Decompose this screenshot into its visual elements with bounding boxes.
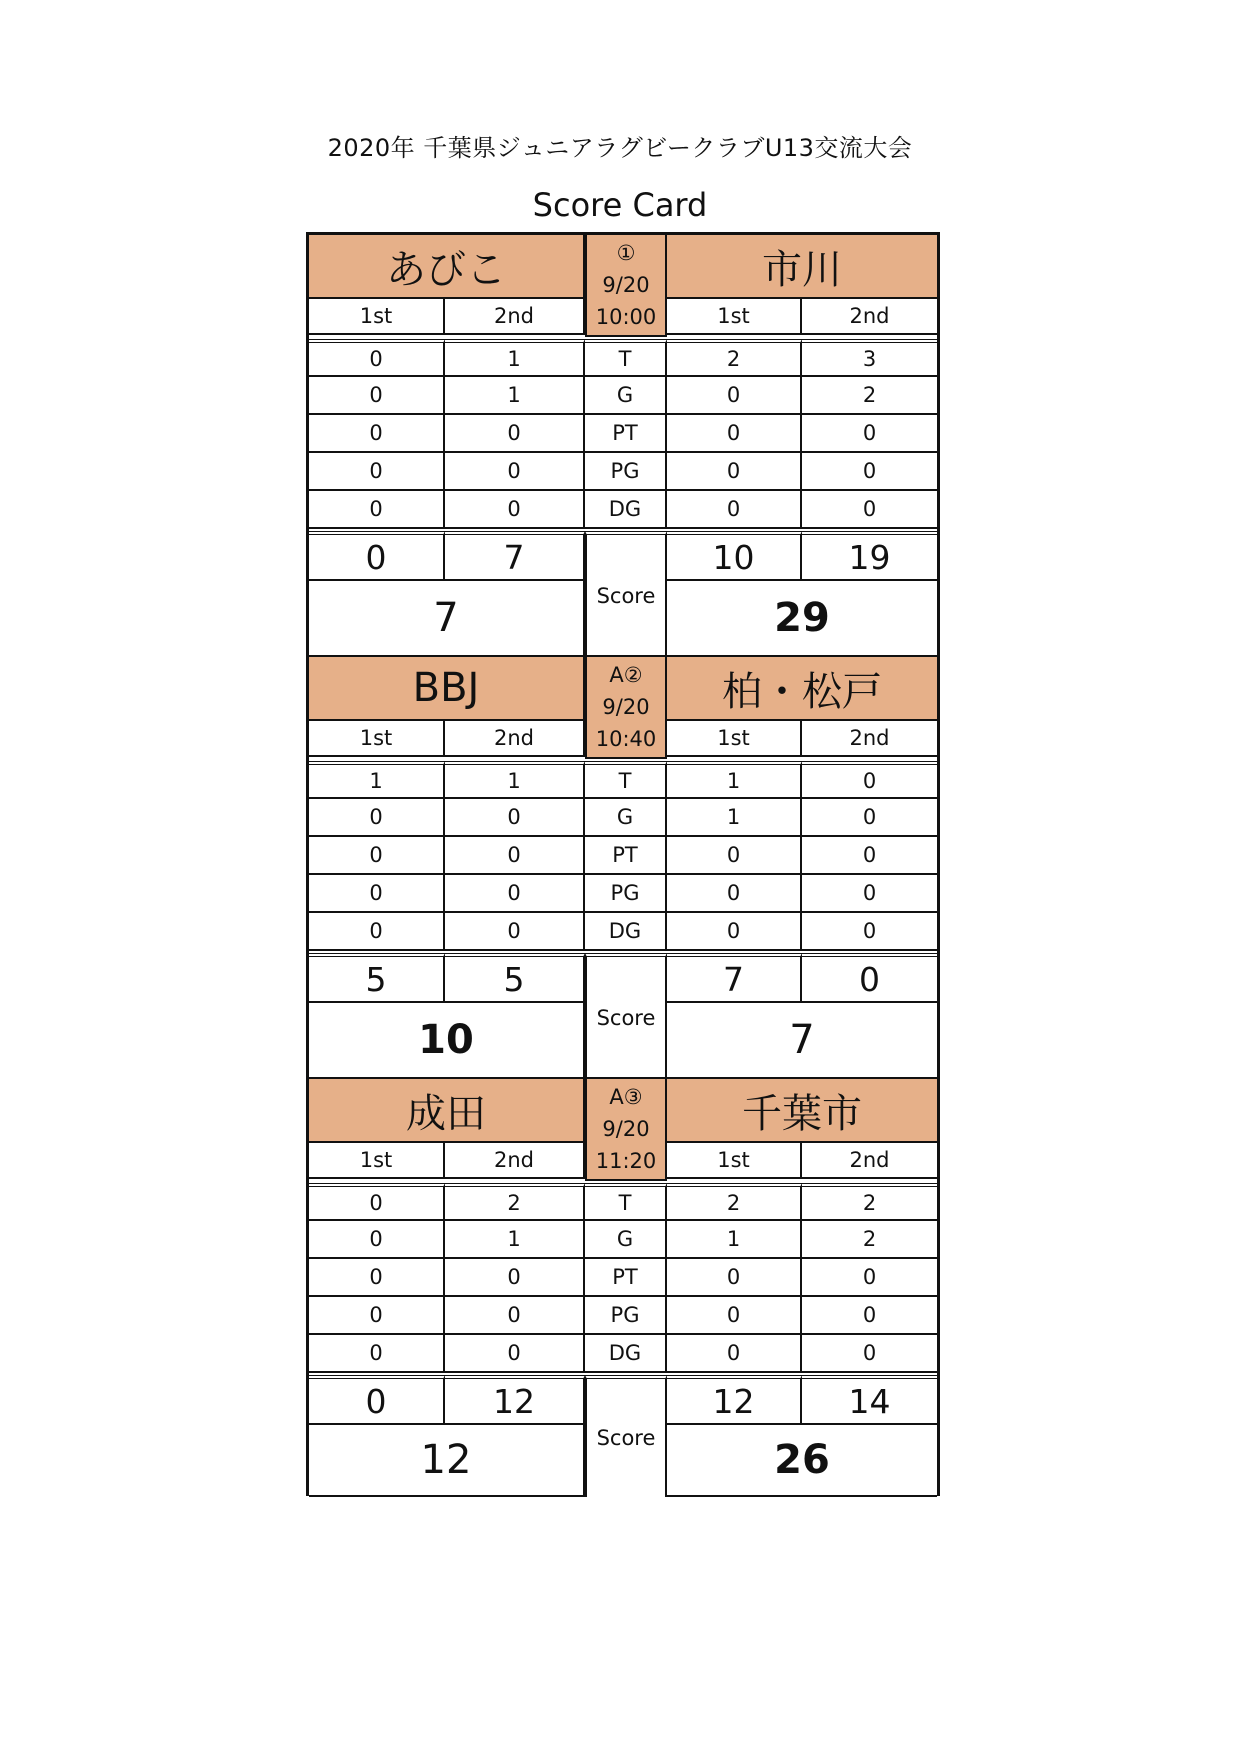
match-info	[585, 657, 667, 759]
away-first-half-value: 1	[667, 799, 802, 837]
home-first-half-value: 0	[309, 339, 445, 377]
home-second-half-value: 0	[445, 875, 585, 913]
home-first-half-value: 0	[309, 1297, 445, 1335]
home-first-half-header: 1st	[309, 299, 445, 335]
away-second-half-header: 2nd	[802, 721, 937, 757]
away-first-half-value: 1	[667, 1221, 802, 1259]
away-first-half-value: 0	[667, 377, 802, 415]
away-team-name: 市川	[667, 235, 937, 299]
score-type-label: DG	[585, 1335, 667, 1373]
match-block	[309, 235, 937, 657]
away-first-half-score: 10	[667, 531, 802, 581]
home-first-half-score: 0	[309, 1375, 445, 1425]
away-first-half-score: 7	[667, 953, 802, 1003]
away-second-half-value: 0	[802, 1297, 937, 1335]
score-label: Score	[585, 1375, 667, 1497]
score-type-label: G	[585, 799, 667, 837]
score-type-label: T	[585, 339, 667, 377]
score-type-label: PG	[585, 1297, 667, 1335]
home-second-half-value: 0	[445, 799, 585, 837]
match-time: 10:00	[595, 305, 657, 329]
home-first-half-value: 0	[309, 1183, 445, 1221]
match-no: A②	[609, 663, 643, 687]
away-team-name: 柏・松戸	[667, 657, 937, 721]
home-second-half-value: 0	[445, 453, 585, 491]
away-first-half-value: 0	[667, 453, 802, 491]
home-first-half-value: 0	[309, 799, 445, 837]
away-first-half-header: 1st	[667, 721, 802, 757]
home-second-half-header: 2nd	[445, 299, 585, 335]
home-second-half-score: 5	[445, 953, 585, 1003]
match-block	[309, 1079, 937, 1501]
home-first-half-value: 0	[309, 377, 445, 415]
home-second-half-value: 1	[445, 1221, 585, 1259]
match-no: A③	[609, 1085, 643, 1109]
home-second-half-header: 2nd	[445, 721, 585, 757]
home-first-half-value: 0	[309, 1335, 445, 1373]
away-first-half-score: 12	[667, 1375, 802, 1425]
home-team-name: BBJ	[309, 657, 585, 721]
away-first-half-value: 0	[667, 1259, 802, 1297]
document-title: 2020年 千葉県ジュニアラグビークラブU13交流大会	[327, 134, 913, 162]
score-type-label: DG	[585, 491, 667, 529]
away-total-score: 7	[667, 1003, 937, 1079]
match-time: 10:40	[595, 727, 657, 751]
home-first-half-value: 0	[309, 491, 445, 529]
match-time: 11:20	[595, 1149, 657, 1173]
home-first-half-header: 1st	[309, 1143, 445, 1179]
home-second-half-value: 0	[445, 913, 585, 951]
home-first-half-score: 5	[309, 953, 445, 1003]
home-first-half-value: 0	[309, 1221, 445, 1259]
score-type-label: G	[585, 377, 667, 415]
home-first-half-value: 0	[309, 1259, 445, 1297]
home-first-half-value: 0	[309, 837, 445, 875]
away-first-half-value: 0	[667, 1297, 802, 1335]
home-first-half-value: 0	[309, 453, 445, 491]
away-team-name: 千葉市	[667, 1079, 937, 1143]
away-total-score: 29	[667, 581, 937, 657]
home-second-half-value: 0	[445, 1297, 585, 1335]
away-second-half-header: 2nd	[802, 1143, 937, 1179]
away-first-half-value: 0	[667, 415, 802, 453]
score-type-label: T	[585, 761, 667, 799]
away-second-half-header: 2nd	[802, 299, 937, 335]
home-second-half-value: 1	[445, 339, 585, 377]
away-second-half-score: 14	[802, 1375, 937, 1425]
away-second-half-value: 0	[802, 415, 937, 453]
score-type-label: DG	[585, 913, 667, 951]
home-second-half-value: 1	[445, 761, 585, 799]
match-date: 9/20	[602, 1117, 650, 1141]
match-date: 9/20	[602, 695, 650, 719]
home-second-half-value: 0	[445, 837, 585, 875]
match-no: ①	[616, 241, 636, 265]
match-date: 9/20	[602, 273, 650, 297]
away-first-half-value: 0	[667, 875, 802, 913]
home-second-half-score: 7	[445, 531, 585, 581]
score-type-label: T	[585, 1183, 667, 1221]
home-total-score: 12	[309, 1425, 585, 1497]
score-type-label: G	[585, 1221, 667, 1259]
match-info	[585, 235, 667, 337]
away-second-half-value: 2	[802, 1221, 937, 1259]
away-second-half-score: 19	[802, 531, 937, 581]
home-total-score: 7	[309, 581, 585, 657]
away-second-half-value: 0	[802, 1259, 937, 1297]
home-second-half-value: 0	[445, 491, 585, 529]
away-total-score: 26	[667, 1425, 937, 1497]
away-second-half-value: 0	[802, 799, 937, 837]
away-second-half-score: 0	[802, 953, 937, 1003]
away-second-half-value: 0	[802, 491, 937, 529]
away-second-half-value: 2	[802, 1183, 937, 1221]
home-second-half-value: 0	[445, 1259, 585, 1297]
away-first-half-header: 1st	[667, 1143, 802, 1179]
away-second-half-value: 3	[802, 339, 937, 377]
away-first-half-value: 1	[667, 761, 802, 799]
home-second-half-value: 2	[445, 1183, 585, 1221]
away-first-half-value: 0	[667, 1335, 802, 1373]
score-label: Score	[585, 953, 667, 1079]
score-type-label: PG	[585, 453, 667, 491]
home-team-name: あびこ	[309, 235, 585, 299]
away-second-half-value: 0	[802, 761, 937, 799]
home-first-half-header: 1st	[309, 721, 445, 757]
away-second-half-value: 0	[802, 453, 937, 491]
away-second-half-value: 0	[802, 913, 937, 951]
score-card	[306, 232, 940, 1496]
away-second-half-value: 0	[802, 1335, 937, 1373]
home-second-half-value: 0	[445, 1335, 585, 1373]
away-second-half-value: 2	[802, 377, 937, 415]
score-type-label: PT	[585, 415, 667, 453]
home-second-half-value: 0	[445, 415, 585, 453]
document-subtitle: Score Card	[532, 186, 708, 224]
home-second-half-header: 2nd	[445, 1143, 585, 1179]
score-type-label: PG	[585, 875, 667, 913]
away-first-half-value: 2	[667, 1183, 802, 1221]
home-second-half-score: 12	[445, 1375, 585, 1425]
match-block	[309, 657, 937, 1079]
score-type-label: PT	[585, 837, 667, 875]
match-info	[585, 1079, 667, 1181]
home-first-half-value: 0	[309, 913, 445, 951]
home-first-half-value: 1	[309, 761, 445, 799]
score-type-label: PT	[585, 1259, 667, 1297]
score-label: Score	[585, 531, 667, 657]
home-first-half-score: 0	[309, 531, 445, 581]
away-first-half-value: 0	[667, 491, 802, 529]
home-total-score: 10	[309, 1003, 585, 1079]
away-first-half-value: 0	[667, 837, 802, 875]
away-second-half-value: 0	[802, 837, 937, 875]
away-first-half-value: 0	[667, 913, 802, 951]
away-first-half-value: 2	[667, 339, 802, 377]
away-second-half-value: 0	[802, 875, 937, 913]
home-team-name: 成田	[309, 1079, 585, 1143]
home-first-half-value: 0	[309, 875, 445, 913]
home-first-half-value: 0	[309, 415, 445, 453]
home-second-half-value: 1	[445, 377, 585, 415]
away-first-half-header: 1st	[667, 299, 802, 335]
